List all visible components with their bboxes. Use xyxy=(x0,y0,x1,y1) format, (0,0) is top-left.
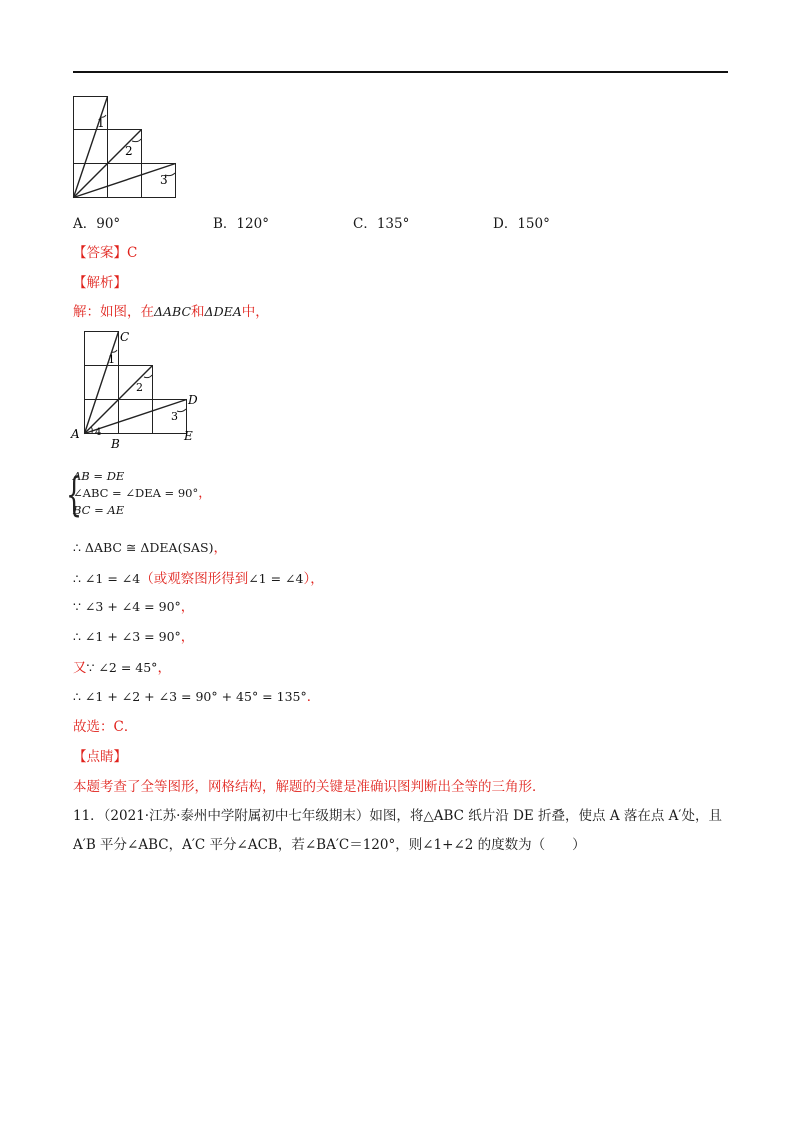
header-rule xyxy=(73,71,728,73)
fig2-vertex-e: E xyxy=(184,429,193,443)
system-line-2: ∠ABC = ∠DEA = 90°， xyxy=(73,486,212,501)
system-brace: { xyxy=(66,467,83,521)
step-congruence: ∴ ΔABC ≅ ΔDEA(SAS)， xyxy=(73,540,227,556)
fig2-angle-2: 2 xyxy=(136,381,143,394)
step-total: ∴ ∠1 + ∠2 + ∠3 = 90° + 45° = 135°． xyxy=(73,689,321,705)
analysis-tag: 【解析】 xyxy=(73,275,127,291)
grid-figure-2 xyxy=(70,328,205,450)
step-sum-90: ∵ ∠3 + ∠4 = 90°， xyxy=(73,599,195,615)
option-a: A．90° xyxy=(73,216,121,232)
fig2-angle-4: 4 xyxy=(95,427,102,438)
question-11-line-1: 11．（2021·江苏·泰州中学附属初中七年级期末）如图，将△ABC 纸片沿 DE 折叠，使点 A 落在点 A′处，且 xyxy=(73,808,722,824)
fig2-angle-1: 1 xyxy=(108,353,115,366)
comment-text: 本题考查了全等图形，网格结构，解题的关键是准确识图判断出全等的三角形． xyxy=(73,779,546,795)
option-b: B．120° xyxy=(213,216,269,232)
fig1-label-3: 3 xyxy=(160,173,168,187)
step-angle1-angle3: ∴ ∠1 + ∠3 = 90°， xyxy=(73,629,195,645)
question-11-line-2: A′B 平分∠ABC，A′C 平分∠ACB，若∠BA′C＝120°，则∠1+∠2 的度数为（ ） xyxy=(73,837,586,853)
answer-line xyxy=(73,243,137,263)
option-c: C．135° xyxy=(353,216,410,232)
system-line-1: AB = DE xyxy=(73,469,125,483)
fig1-label-1: 1 xyxy=(97,116,105,130)
answer-value: C xyxy=(127,245,138,261)
conclusion: 故选：C． xyxy=(73,719,138,735)
fig2-vertex-c: C xyxy=(120,330,130,344)
fig1-label-2: 2 xyxy=(125,144,133,158)
fig2-vertex-d: D xyxy=(188,393,198,407)
step-angle2: 又∵ ∠2 = 45°， xyxy=(73,660,171,676)
comment-tag: 【点睛】 xyxy=(73,749,127,765)
step-angle-equal: ∴ ∠1 = ∠4（或观察图形得到∠1 = ∠4）， xyxy=(73,571,324,587)
option-d: D．150° xyxy=(493,216,550,232)
solution-intro: 解：如图，在ΔABC和ΔDEA中， xyxy=(73,304,269,320)
fig2-vertex-a: A xyxy=(71,427,80,441)
fig2-angle-3: 3 xyxy=(171,410,178,423)
system-line-3: BC = AE xyxy=(73,503,125,517)
answer-tag: 【答案】 xyxy=(73,245,127,261)
fig2-vertex-b: B xyxy=(111,437,120,450)
grid-figure-1 xyxy=(72,95,182,200)
equation-system xyxy=(73,468,211,519)
